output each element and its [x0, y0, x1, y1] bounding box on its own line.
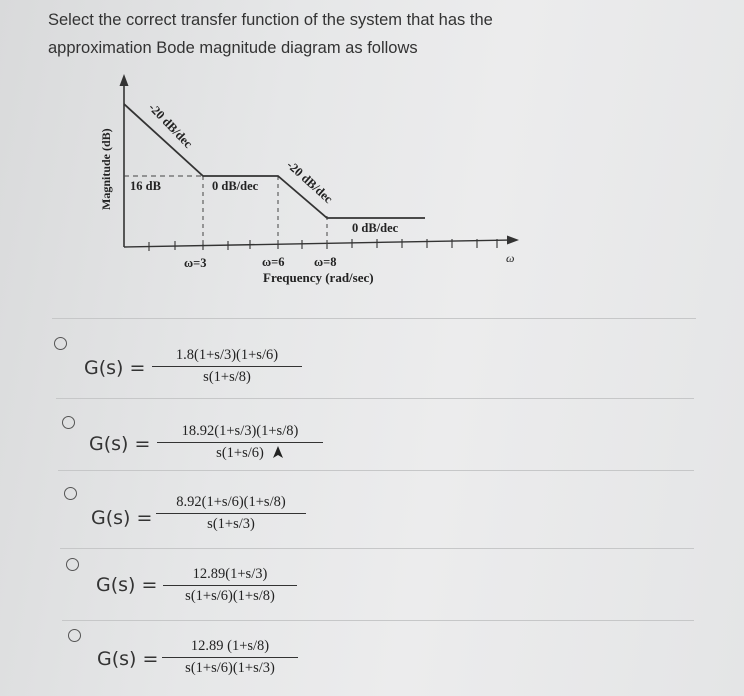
- option-2-radio[interactable]: [62, 416, 75, 429]
- option-5-denominator: s(1+s/6)(1+s/3): [185, 660, 275, 677]
- level-16db-label: 16 dB: [130, 179, 161, 193]
- tick-label-w6: ω=6: [262, 255, 285, 269]
- divider: [62, 620, 694, 621]
- divider: [60, 548, 694, 549]
- option-5-fraction: [162, 638, 298, 677]
- slope-label-left: -20 dB/dec: [145, 100, 196, 151]
- option-3-fraction: [156, 494, 306, 533]
- y-axis-arrow: [120, 74, 129, 86]
- option-3-lhs: G(s) =: [91, 507, 153, 529]
- flat-label-2: 0 dB/dec: [352, 221, 399, 235]
- divider: [52, 318, 696, 319]
- divider: [56, 398, 694, 399]
- mouse-pointer-icon: [272, 445, 286, 461]
- option-4-lhs: G(s) =: [96, 574, 158, 596]
- bode-magnitude-diagram: [0, 0, 744, 300]
- option-3-denominator: s(1+s/3): [207, 516, 255, 533]
- question-line-1: Select the correct transfer function of the system that has the: [48, 11, 493, 29]
- tick-label-w3: ω=3: [184, 256, 207, 270]
- flat-label-1: 0 dB/dec: [212, 179, 259, 193]
- option-2-numerator: 18.92(1+s/3)(1+s/8): [181, 423, 299, 439]
- option-2-fraction: [157, 423, 323, 462]
- divider: [58, 470, 694, 471]
- option-1-denominator: s(1+s/8): [203, 369, 251, 386]
- option-1-fraction: [152, 347, 302, 386]
- question-line-2: approximation Bode magnitude diagram as follows: [48, 39, 418, 57]
- option-4-denominator: s(1+s/6)(1+s/8): [185, 588, 275, 605]
- option-4-numerator: 12.89(1+s/3): [192, 566, 268, 582]
- option-2-denominator: s(1+s/6): [216, 445, 264, 462]
- option-5-numerator: 12.89 (1+s/8): [190, 638, 270, 654]
- option-2-lhs: G(s) =: [89, 433, 151, 455]
- option-1-radio[interactable]: [54, 337, 67, 350]
- slope-label-mid: -20 dB/dec: [283, 157, 336, 207]
- x-axis-arrow: [507, 236, 519, 245]
- option-1-numerator: 1.8(1+s/3)(1+s/6): [175, 347, 279, 363]
- option-4-radio[interactable]: [66, 558, 79, 571]
- omega-axis-symbol: ω: [506, 251, 515, 265]
- option-5-radio[interactable]: [68, 629, 81, 642]
- option-1-lhs: G(s) =: [84, 357, 146, 379]
- option-3-radio[interactable]: [64, 487, 77, 500]
- x-axis-label: Frequency (rad/sec): [263, 270, 374, 285]
- option-5-lhs: G(s) =: [97, 648, 159, 670]
- y-axis-label: Magnitude (dB): [99, 128, 113, 210]
- option-3-numerator: 8.92(1+s/6)(1+s/8): [176, 494, 286, 510]
- option-4-fraction: [163, 566, 297, 605]
- tick-label-w8: ω=8: [314, 255, 337, 269]
